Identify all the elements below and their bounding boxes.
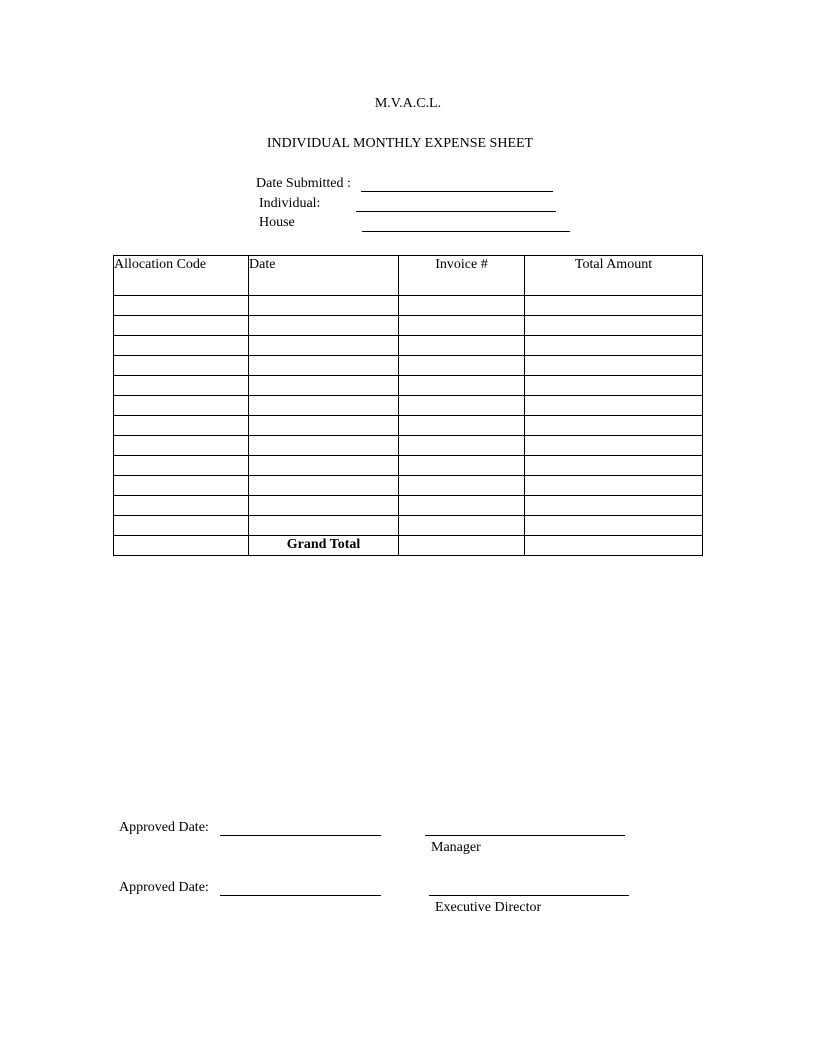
allocation-code-cell[interactable] xyxy=(114,416,249,436)
sheet-title: INDIVIDUAL MONTHLY EXPENSE SHEET xyxy=(266,136,534,151)
allocation-code-cell[interactable] xyxy=(114,436,249,456)
invoice-cell[interactable] xyxy=(399,456,525,476)
allocation-code-cell[interactable] xyxy=(114,496,249,516)
table-row xyxy=(114,436,703,456)
date-submitted-label: Date Submitted : xyxy=(256,176,351,191)
date-cell[interactable] xyxy=(249,496,399,516)
amount-cell[interactable] xyxy=(525,476,703,496)
table-row xyxy=(114,476,703,496)
invoice-cell[interactable] xyxy=(399,416,525,436)
grand-total-amount-cell[interactable] xyxy=(525,536,703,556)
expense-table xyxy=(113,255,703,556)
grand-total-row xyxy=(114,536,703,556)
approved-date-label-director: Approved Date: xyxy=(119,880,209,895)
invoice-cell[interactable] xyxy=(399,476,525,496)
allocation-code-cell[interactable] xyxy=(114,516,249,536)
house-label: House xyxy=(259,215,295,230)
invoice-cell[interactable] xyxy=(399,496,525,516)
date-cell[interactable] xyxy=(249,376,399,396)
table-row xyxy=(114,456,703,476)
allocation-code-cell[interactable] xyxy=(114,316,249,336)
column-header-date: Date xyxy=(249,256,399,296)
invoice-cell[interactable] xyxy=(399,376,525,396)
house-line[interactable] xyxy=(362,231,570,232)
invoice-cell[interactable] xyxy=(399,336,525,356)
allocation-code-cell[interactable] xyxy=(114,396,249,416)
date-cell[interactable] xyxy=(249,396,399,416)
manager-label: Manager xyxy=(431,840,481,855)
date-cell[interactable] xyxy=(249,516,399,536)
column-header-total-amount: Total Amount xyxy=(525,256,703,296)
grand-total-invoice-cell[interactable] xyxy=(399,536,525,556)
amount-cell[interactable] xyxy=(525,396,703,416)
date-cell[interactable] xyxy=(249,456,399,476)
table-row xyxy=(114,376,703,396)
approved-date-line-manager[interactable] xyxy=(220,835,381,836)
table-row xyxy=(114,336,703,356)
date-cell[interactable] xyxy=(249,476,399,496)
amount-cell[interactable] xyxy=(525,496,703,516)
allocation-code-cell[interactable] xyxy=(114,376,249,396)
table-row xyxy=(114,396,703,416)
date-cell[interactable] xyxy=(249,356,399,376)
executive-director-label: Executive Director xyxy=(435,900,542,915)
table-row xyxy=(114,356,703,376)
amount-cell[interactable] xyxy=(525,356,703,376)
invoice-cell[interactable] xyxy=(399,316,525,336)
date-cell[interactable] xyxy=(249,436,399,456)
invoice-cell[interactable] xyxy=(399,296,525,316)
table-row xyxy=(114,496,703,516)
amount-cell[interactable] xyxy=(525,336,703,356)
table-row xyxy=(114,516,703,536)
table-row xyxy=(114,296,703,316)
amount-cell[interactable] xyxy=(525,516,703,536)
invoice-cell[interactable] xyxy=(399,356,525,376)
date-cell[interactable] xyxy=(249,416,399,436)
allocation-code-cell[interactable] xyxy=(114,476,249,496)
table-row xyxy=(114,416,703,436)
date-cell[interactable] xyxy=(249,296,399,316)
amount-cell[interactable] xyxy=(525,436,703,456)
allocation-code-cell[interactable] xyxy=(114,296,249,316)
amount-cell[interactable] xyxy=(525,316,703,336)
grand-total-label: Grand Total xyxy=(249,536,399,556)
allocation-code-cell[interactable] xyxy=(114,356,249,376)
amount-cell[interactable] xyxy=(525,416,703,436)
column-header-invoice: Invoice # xyxy=(399,256,525,296)
manager-signature-line[interactable] xyxy=(425,835,625,836)
director-signature-line[interactable] xyxy=(429,895,629,896)
table-row xyxy=(114,316,703,336)
approved-date-label-manager: Approved Date: xyxy=(119,820,209,835)
date-submitted-line[interactable] xyxy=(361,191,553,192)
invoice-cell[interactable] xyxy=(399,436,525,456)
grand-total-code-cell[interactable] xyxy=(114,536,249,556)
amount-cell[interactable] xyxy=(525,296,703,316)
organization-name: M.V.A.C.L. xyxy=(374,96,442,111)
invoice-cell[interactable] xyxy=(399,396,525,416)
date-cell[interactable] xyxy=(249,336,399,356)
date-cell[interactable] xyxy=(249,316,399,336)
amount-cell[interactable] xyxy=(525,376,703,396)
allocation-code-cell[interactable] xyxy=(114,456,249,476)
amount-cell[interactable] xyxy=(525,456,703,476)
approved-date-line-director[interactable] xyxy=(220,895,381,896)
column-header-allocation-code: Allocation Code xyxy=(114,256,249,296)
individual-line[interactable] xyxy=(356,211,556,212)
allocation-code-cell[interactable] xyxy=(114,336,249,356)
invoice-cell[interactable] xyxy=(399,516,525,536)
table-header-row xyxy=(114,256,703,296)
individual-label: Individual: xyxy=(259,196,321,211)
